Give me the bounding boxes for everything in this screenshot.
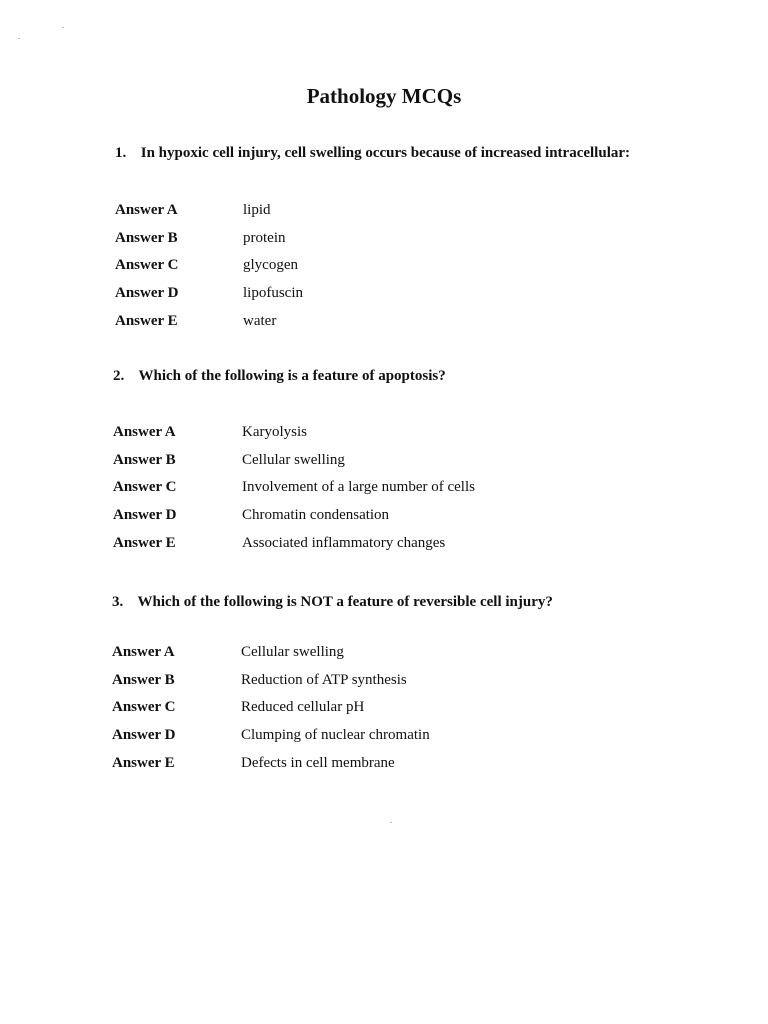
answer-text: Cellular swelling: [241, 644, 344, 661]
answer-label: Answer A: [112, 644, 175, 661]
answer-option: [112, 694, 430, 722]
answer-option: [115, 197, 303, 225]
answer-label: Answer C: [113, 479, 177, 496]
answer-text: Associated inflammatory changes: [242, 534, 446, 551]
answer-text: Karyolysis: [242, 424, 307, 441]
answer-label: Answer D: [115, 285, 179, 302]
answer-option: [112, 722, 430, 750]
answer-text: lipofuscin: [243, 285, 303, 302]
scan-speck: [18, 38, 20, 39]
answer-label: Answer A: [113, 424, 176, 441]
answer-text: Reduction of ATP synthesis: [241, 671, 407, 688]
answer-option: [115, 225, 303, 253]
answer-label: Answer B: [115, 229, 178, 246]
question-text: Which of the following is a feature of apoptosis?: [138, 368, 446, 384]
question-3: [112, 594, 553, 611]
answer-list-3: [112, 639, 430, 777]
answer-option: [113, 419, 475, 447]
question-number: 2.: [113, 368, 125, 384]
answer-text: Chromatin condensation: [242, 507, 390, 524]
answer-option: [113, 529, 475, 557]
question-text: Which of the following is NOT a feature of reversible cell injury?: [137, 594, 553, 610]
answer-option: [115, 307, 303, 335]
answer-label: Answer C: [115, 257, 179, 274]
answer-label: Answer B: [112, 671, 175, 688]
answer-option: [115, 252, 303, 280]
answer-label: Answer E: [115, 312, 178, 329]
answer-option: [112, 749, 430, 777]
answer-label: Answer D: [113, 507, 177, 524]
answer-label: Answer B: [113, 451, 176, 468]
answer-option: [112, 667, 430, 695]
answer-option: [115, 280, 303, 308]
question-1: [115, 145, 630, 162]
answer-text: Cellular swelling: [242, 451, 345, 468]
question-number: 1.: [115, 145, 127, 161]
answer-label: Answer D: [112, 727, 176, 744]
answer-option: [113, 474, 475, 502]
answer-text: Reduced cellular pH: [241, 699, 365, 716]
answer-list-1: [115, 197, 303, 335]
answer-text: lipid: [243, 202, 271, 219]
question-number: 3.: [112, 594, 124, 610]
answer-option: [112, 639, 430, 667]
answer-option: [113, 447, 475, 475]
page-title: Pathology MCQs: [306, 84, 462, 108]
answer-label: Answer A: [115, 202, 178, 219]
answer-label: Answer C: [112, 699, 176, 716]
answer-option: [113, 502, 475, 530]
scan-speck: [390, 822, 392, 823]
question-text: In hypoxic cell injury, cell swelling occurs because of increased intracellular:: [140, 145, 631, 161]
answer-text: Defects in cell membrane: [241, 754, 395, 771]
answer-text: glycogen: [243, 257, 298, 274]
answer-list-2: [113, 419, 475, 557]
answer-text: protein: [243, 229, 286, 246]
question-2: [113, 368, 446, 385]
answer-text: Involvement of a large number of cells: [242, 479, 475, 496]
answer-label: Answer E: [113, 534, 176, 551]
answer-text: water: [243, 312, 277, 329]
answer-label: Answer E: [112, 754, 175, 771]
scan-speck: [62, 27, 64, 28]
answer-text: Clumping of nuclear chromatin: [241, 727, 430, 744]
